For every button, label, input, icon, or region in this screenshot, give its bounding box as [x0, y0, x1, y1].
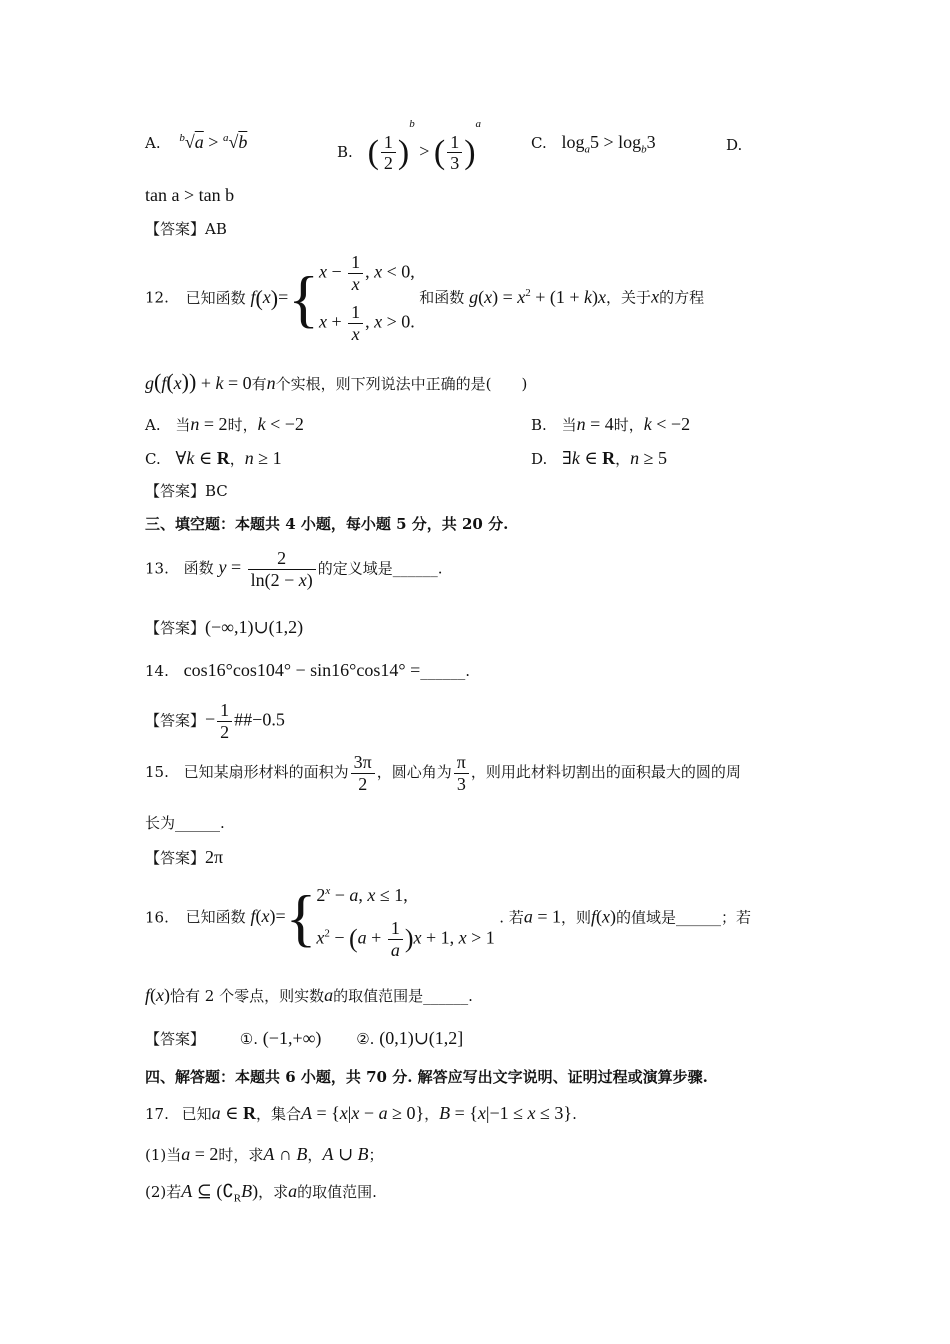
- option-text: 当: [175, 416, 191, 434]
- q11-option-a: [145, 132, 247, 153]
- q17-part1-lead: (1)当: [145, 1146, 182, 1164]
- q16-ans1-label: ①.: [239, 1030, 259, 1048]
- q11-b-expr: ( $\frac{1}{2}$ )$^b$ > ( $\frac{1}{3}$ )$^a$: [367, 118, 482, 174]
- option-label: B.: [531, 416, 547, 434]
- answer-label: 【答案】: [145, 1030, 206, 1048]
- q16-mid3: 的值域是______；若: [616, 908, 752, 927]
- option-label: A.: [145, 134, 161, 152]
- q11-option-b: [337, 118, 481, 174]
- q12-tail2: 的方程: [659, 288, 705, 307]
- q11-option-c: [531, 132, 656, 156]
- question-number: 13.: [145, 559, 169, 578]
- q12-option-c: C. ∀k ∈ R，n ≥ 1: [145, 448, 282, 468]
- q16-answer: [145, 1028, 463, 1050]
- q17-mid: ，集合: [255, 1105, 301, 1123]
- q11-a-expr: $^b$√a > $^a$√b: [179, 132, 248, 152]
- q15-answer: [145, 847, 223, 869]
- option-text: 当: [561, 416, 577, 434]
- question-number: 17.: [145, 1105, 169, 1123]
- q16-ans1: (−1,+∞): [262, 1028, 322, 1048]
- option-text: 时，: [613, 416, 644, 434]
- q13-line: 13. 函数 y = $\frac{2}{\ln(2 - x)}$ 的定义域是______.: [145, 548, 443, 590]
- q17-line1: 17. 已知a ∈ R，集合A = {x|x − a ≥ 0}，B = {x|−1 ≤ x ≤ 3}.: [145, 1103, 577, 1123]
- q16-lead: 已知函数: [185, 908, 246, 927]
- q14-expr: cos16°cos104° − sin16°cos14° =: [183, 660, 421, 680]
- section-3-heading: 三、填空题：本题共 4 小题，每小题 5 分，共 20 分.: [145, 515, 509, 533]
- q12-line2-tail2: 个实根，则下列说法中正确的是( ): [275, 375, 528, 393]
- q17-part2-lead: (2)若: [145, 1183, 182, 1201]
- q12-f-def: f(x)={ x − $\frac{1}{x}$ , x < 0, x + $\frac{1}{x}$ , x > 0.: [250, 252, 415, 345]
- q11-answer: 【答案】AB: [145, 220, 227, 238]
- q16-line2-tail2: 的取值范围是______.: [333, 987, 473, 1005]
- option-label: D.: [531, 450, 548, 468]
- option-text: 时，: [227, 416, 258, 434]
- q11-option-d-label: [726, 136, 742, 154]
- q17-part2: (2)若A ⊆ $(∁_RB)$，求a的取值范围.: [145, 1181, 377, 1205]
- answer-label: 【答案】: [145, 849, 206, 867]
- q15-line1: 15. 已知某扇形材料的面积为 $\frac{3\pi}{2}$ ，圆心角为 $\frac{\pi}{3}$ ，则用此材料切割出的面积最大的圆的周: [145, 752, 741, 794]
- q17-lead: 已知: [181, 1105, 212, 1123]
- q14-line: [145, 660, 470, 682]
- q15-lead: 已知某扇形材料的面积为: [183, 763, 349, 782]
- q11-d-expr: tan a > tan b: [145, 185, 235, 205]
- q17-part2-tail: ，求: [258, 1183, 289, 1201]
- option-label: C.: [145, 450, 161, 468]
- q12-mid: 和函数: [419, 288, 465, 307]
- option-label: B.: [337, 143, 353, 161]
- q16-line1: 16. 已知函数 f(x)={ $2^x - a$, x ≤ 1, $x^2 - (a$ + $\frac{1}{a}$ )x + 1, x > 1 . 若a = 1，则f(x)的值域是______；若: [145, 882, 752, 960]
- q13-answer-value: (−∞,1)∪(1,2): [205, 617, 304, 637]
- q14-answer-tail: ##−0.5: [234, 709, 285, 730]
- option-label: C.: [531, 134, 547, 152]
- q15-mid: ，圆心角为: [376, 763, 452, 782]
- q16-mid2: ，则: [561, 908, 592, 927]
- q12-line1: 12. 已知函数 f(x)={ x − $\frac{1}{x}$ , x < 0, x + $\frac{1}{x}$ , x > 0. 和函数 $g(x) = x^2 + (1 + k)x$，关于x的方程: [145, 252, 705, 345]
- question-number: 14.: [145, 662, 169, 680]
- q16-ans2: (0,1)∪(1,2]: [379, 1028, 464, 1048]
- answer-label: 【答案】: [145, 619, 206, 637]
- q17-part1: (1)当a = 2时，求A ∩ B，A ∪ B；: [145, 1144, 384, 1164]
- question-number: 16.: [145, 908, 169, 927]
- q11-c-expr: $\log_a5 > \log_b3$: [561, 132, 656, 156]
- q17-part1-mid: 时，求: [218, 1146, 264, 1164]
- question-number: 12.: [145, 288, 169, 307]
- q12-lead: 已知函数: [185, 288, 246, 307]
- q13-answer: [145, 617, 303, 639]
- q12-option-b: B. 当n = 4时，k < −2: [531, 414, 691, 434]
- q12-line2: g(f(x)) + k = 0有n个实根，则下列说法中正确的是( ): [145, 369, 528, 394]
- q15-tail: ，则用此材料切割出的面积最大的圆的周: [470, 763, 741, 782]
- q12-option-a: A. 当n = 2时，k < −2: [145, 414, 304, 434]
- q12-option-d: D. ∃k ∈ R，n ≥ 5: [531, 448, 668, 468]
- q13-tail: 的定义域是______.: [317, 559, 443, 578]
- q14-tail: ______.: [420, 662, 471, 680]
- answer-label: 【答案】: [145, 711, 206, 730]
- q16-line2: f(x)恰有 2 个零点，则实数a的取值范围是______.: [145, 985, 473, 1005]
- section-4-heading: 四、解答题：本题共 6 小题，共 70 分. 解答应写出文字说明、证明过程或演算步骤.: [145, 1068, 708, 1086]
- q12-g-def: $g(x) = x^2 + (1 + k)x$: [469, 286, 607, 307]
- q17-part2-tail2: 的取值范围.: [297, 1183, 377, 1201]
- q12-answer: 【答案】BC: [145, 482, 228, 500]
- q16-mid: . 若: [499, 908, 524, 927]
- q12-equation: g(f(x)) + k = 0: [145, 369, 252, 394]
- q12-line2-tail: 有: [251, 375, 267, 393]
- q15-line2: 长为______.: [145, 814, 225, 832]
- q13-lead: 函数: [183, 559, 214, 578]
- option-label: D.: [726, 136, 743, 154]
- q14-answer: 【答案】− $\frac{1}{2}$ ##−0.5: [145, 700, 285, 742]
- question-number: 15.: [145, 763, 169, 782]
- option-label: A.: [145, 416, 161, 434]
- q16-f-def: f(x)={ $2^x - a$, x ≤ 1, $x^2 - (a$ + $\frac{1}{a}$ )x + 1, x > 1: [250, 882, 495, 960]
- q12-tail: ，关于: [606, 288, 652, 307]
- q15-answer-value: 2π: [205, 847, 224, 867]
- q16-line2-tail: 恰有 2 个零点，则实数: [170, 987, 325, 1005]
- q16-ans2-label: ②.: [356, 1030, 375, 1048]
